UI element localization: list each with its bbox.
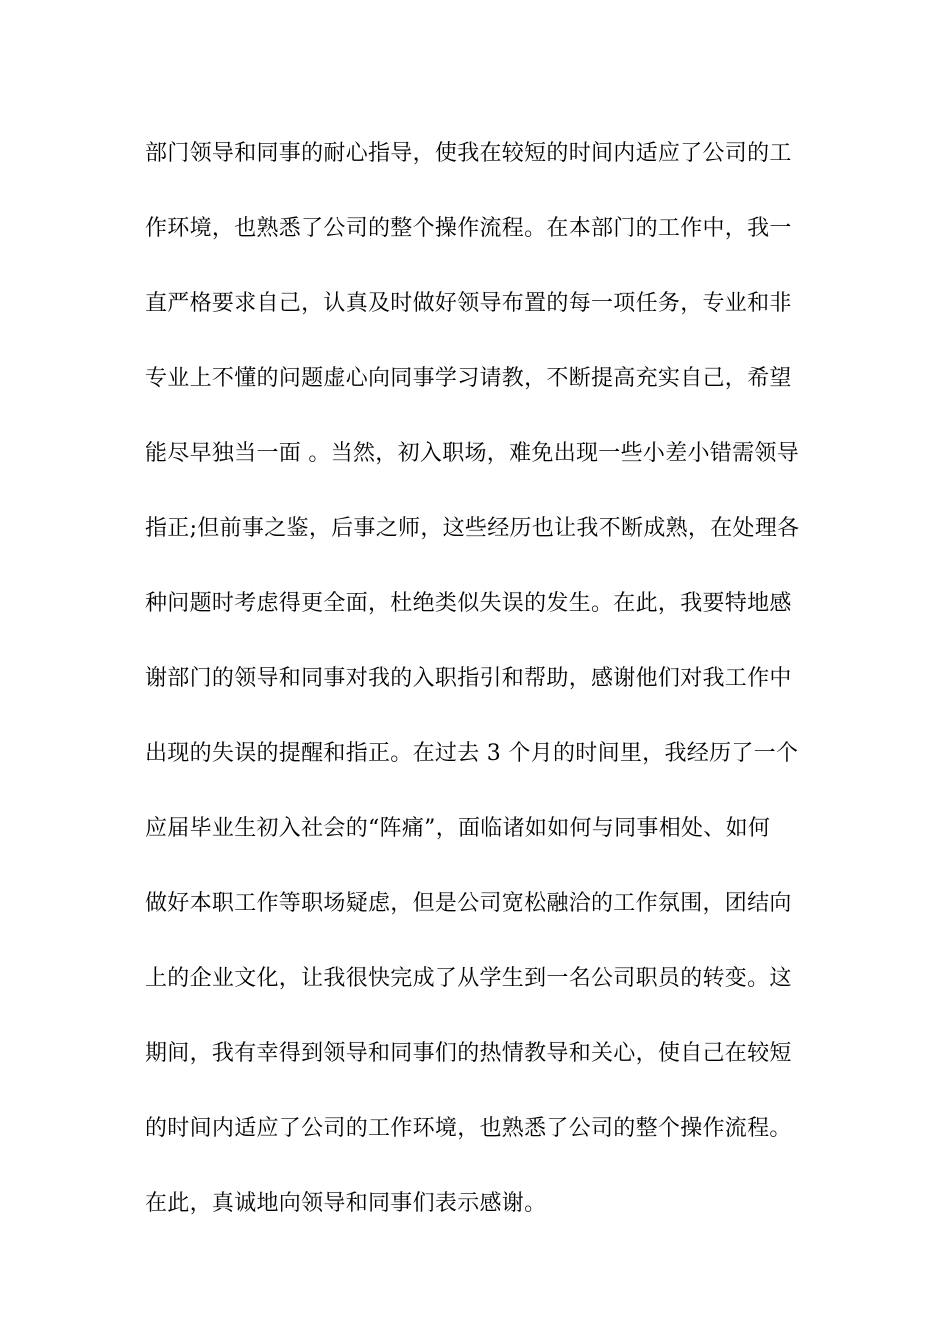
text-line: 谢部门的领导和同事对我的入职指引和帮助，感谢他们对我工作中: [145, 666, 792, 691]
text-line: 期间，我有幸得到领导和同事们的热情教导和关心，使自己在较短: [145, 1041, 792, 1066]
text-line: 直严格要求自己，认真及时做好领导布置的每一项任务，专业和非: [145, 291, 792, 316]
text-line: 专业上不懂的问题虚心向同事学习请教，不断提高充实自己，希望: [145, 366, 792, 391]
text-line: 指正;但前事之鉴，后事之师，这些经历也让我不断成熟，在处理各: [145, 516, 800, 541]
text-line: 做好本职工作等职场疑虑，但是公司宽松融洽的工作氛围，团结向: [145, 891, 792, 916]
text-line: 出现的失误的提醒和指正。在过去 3 个月的时间里，我经历了一个: [145, 741, 799, 766]
text-line: 部门领导和同事的耐心指导，使我在较短的时间内适应了公司的工: [145, 141, 792, 166]
text-line: 上的企业文化，让我很快完成了从学生到一名公司职员的转变。这: [145, 966, 792, 991]
text-line: 种问题时考虑得更全面，杜绝类似失误的发生。在此，我要特地感: [145, 591, 792, 616]
body-paragraph: [145, 134, 815, 1259]
text-line: 应届毕业生初入社会的“阵痛”，面临诸如如何与同事相处、如何: [145, 816, 771, 841]
text-line: 能尽早独当一面 。当然，初入职场，难免出现一些小差小错需领导: [145, 441, 799, 466]
text-line: 作环境，也熟悉了公司的整个操作流程。在本部门的工作中，我一: [145, 216, 792, 241]
text-line: 的时间内适应了公司的工作环境，也熟悉了公司的整个操作流程。: [145, 1116, 792, 1141]
text-line: 在此，真诚地向领导和同事们表示感谢。: [145, 1191, 547, 1216]
